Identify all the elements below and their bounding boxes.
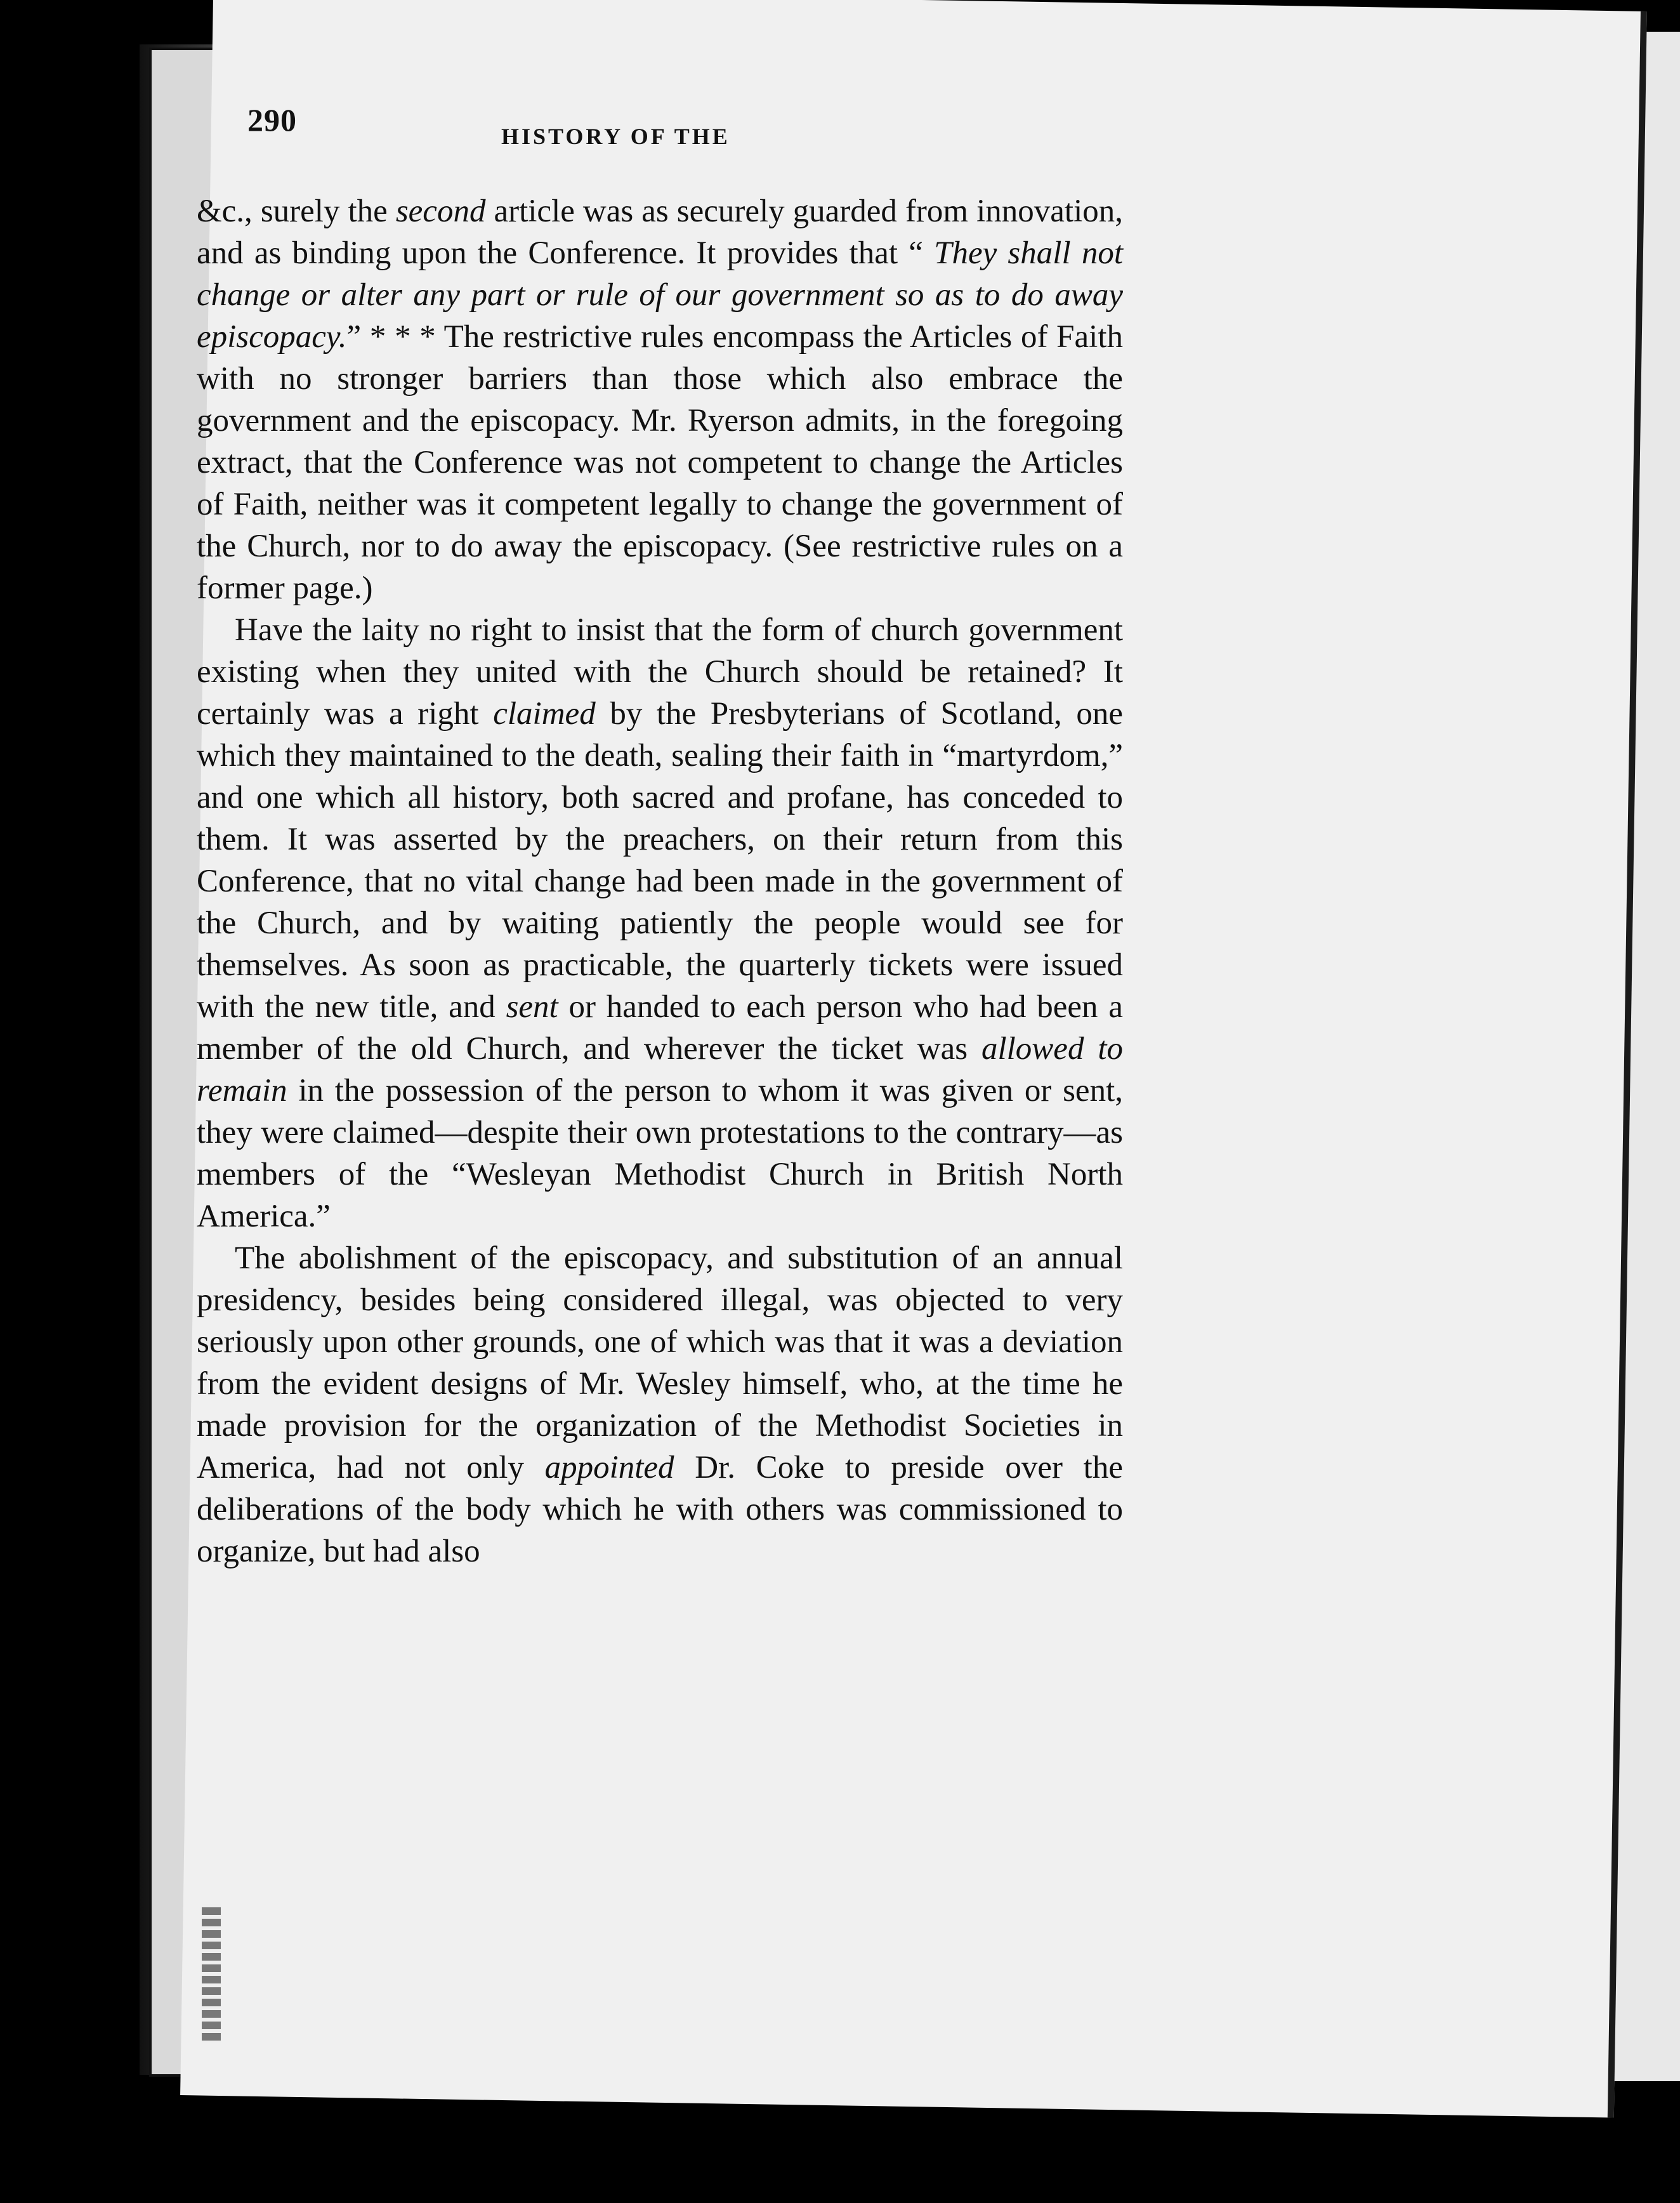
body-text [197,190,1123,1572]
italic-text: second [395,194,486,229]
scan-artifact [202,1904,221,2043]
text-run: Have the laity no right to insist that the form of church government existing when they united with the Church should be retained? It certainly was a right [197,612,1123,732]
text-run: or handed to each person who had been a member of the old Church, and wherever the ticket was [197,989,1123,1067]
text-run: &c., surely the [197,194,396,229]
text-run: by the Presbyterians of Scotland, one which they maintained to the death, sealing their faith in “martyrdom,” and one which all history, both sacred and profane, has conceded to them. It was asserted by the preachers, on their return from this Conference, that no vital change had been made in the government of the Church, and by waiting patiently the people would see for themselves. As soon as practicable, the quarterly tickets were issued with the new title, and [197,696,1123,1025]
text-run: The abolishment of the episcopacy, and substitution of an annual presidency, besides being considered illegal, was objected to very seriously upon other grounds, one of which was that it was a deviation from the evident designs of Mr. Wesley himself, who, at the time he made provision for the organization of the Methodist Societies in America, had not only [197,1240,1123,1485]
running-head: HISTORY OF THE [501,124,730,149]
italic-text: sent [506,989,558,1025]
paragraph [197,1237,1123,1572]
italic-text: appointed [544,1450,674,1485]
italic-text: They shall not change or alter any part or rule of our government so as to do away episcopacy. [197,235,1123,355]
page-header [197,102,1123,165]
paragraph [197,609,1123,1237]
text-run: in the possession of the person to whom it was given or sent, they were claimed—despite their own protestations to the contrary—as members of the “Wesleyan Methodist Church in British North America.” [197,1073,1123,1234]
page-content [197,102,1123,1572]
page-number: 290 [247,102,297,138]
text-run: ” * * * The restrictive rules encompass the Articles of Faith with no stronger barriers than those which also embrace the government and the episcopacy. Mr. Ryerson admits, in the foregoing extract, that the Conference was not competent to change the Articles of Faith, neither was it competent legally to change the government of the Church, nor to do away the episcopacy. (See restrictive rules on a former page.) [197,319,1123,606]
italic-text: allowed to remain [197,1031,1123,1108]
italic-text: claimed [493,696,596,732]
text-run: article was as securely guarded from innovation, and as binding upon the Conference. It provides that “ [197,194,1123,271]
paragraph [197,190,1123,609]
text-run: Dr. Coke to preside over the deliberations of the body which he with others was commissioned to organize, but had also [197,1450,1123,1569]
